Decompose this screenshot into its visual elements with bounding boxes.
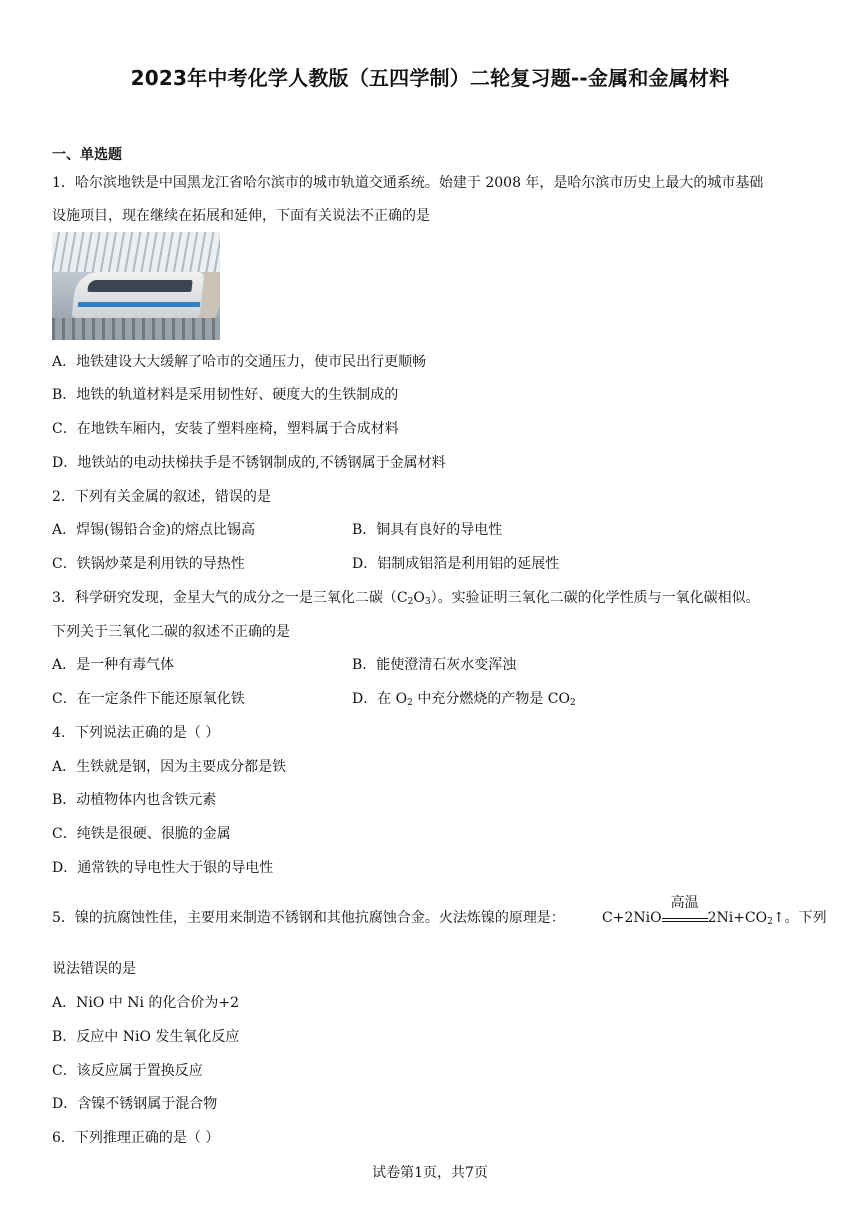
q5-option-b: B．反应中 NiO 发生氧化反应 <box>52 1029 240 1045</box>
q3-option-c: C．在一定条件下能还原氧化铁 <box>52 691 245 707</box>
q4-option-b: B．动植物体内也含铁元素 <box>52 792 217 808</box>
q1-option-d: D．地铁站的电动扶梯扶手是不锈钢制成的,不锈钢属于金属材料 <box>52 455 446 471</box>
q2-option-a: A．焊锡(锡铅合金)的熔点比锡高 <box>52 522 256 538</box>
q2-stem: 2．下列有关金属的叙述，错误的是 <box>52 489 271 505</box>
q3-option-a: A．是一种有毒气体 <box>52 657 175 673</box>
q3-stem-line1: 3．科学研究发现，金星大气的成分之一是三氧化二碳$(C_2O_3)$。实验证明三氧化二碳的化学性质与一氧化碳相似。 <box>52 590 760 607</box>
q5-option-c: C．该反应属于置换反应 <box>52 1063 203 1079</box>
subway-train-photo <box>52 232 220 340</box>
q1-option-c: C．在地铁车厢内，安装了塑料座椅，塑料属于合成材料 <box>52 421 399 437</box>
q2-option-c: C．铁锅炒菜是利用铁的导热性 <box>52 556 245 572</box>
q2-option-d: D．铝制成铝箔是利用铝的延展性 <box>352 556 560 572</box>
section-heading: 一、单选题 <box>52 147 122 163</box>
q1-option-b: B．地铁的轨道材料是采用韧性好、硬度大的生铁制成的 <box>52 387 399 403</box>
q5-option-d: D．含镍不锈钢属于混合物 <box>52 1096 218 1112</box>
q1-option-a: A．地铁建设大大缓解了哈市的交通压力，使市民出行更顺畅 <box>52 354 427 370</box>
q4-option-a: A．生铁就是钢，因为主要成分都是铁 <box>52 759 287 775</box>
q3-option-d: D．在 $O_2$ 中充分燃烧的产物是 $CO_2$ <box>352 691 576 708</box>
q5-stem-line1: 5．镍的抗腐蚀性佳，主要用来制造不锈钢和其他抗腐蚀合金。火法炼镍的原理是： <box>52 910 565 926</box>
q6-stem: 6．下列推理正确的是（ ） <box>52 1130 220 1146</box>
q5-equation: C+2NiO 高温 $2Ni+CO_2↑$。下列 <box>602 895 827 927</box>
q4-option-d: D．通常铁的导电性大于银的导电性 <box>52 860 274 876</box>
q2-option-b: B．铜具有良好的导电性 <box>352 522 503 538</box>
q4-stem: 4．下列说法正确的是（ ） <box>52 725 220 741</box>
q3-stem-line2: 下列关于三氧化二碳的叙述不正确的是 <box>52 624 290 640</box>
q4-option-c: C．纯铁是很硬、很脆的金属 <box>52 826 231 842</box>
q1-stem-line1: 1．哈尔滨地铁是中国黑龙江省哈尔滨市的城市轨道交通系统。始建于 2008 年，是哈尔滨市历史上最大的城市基础 <box>52 175 764 191</box>
q3-option-b: B．能使澄清石灰水变浑浊 <box>352 657 517 673</box>
page-title: 2023年中考化学人教版（五四学制）二轮复习题--金属和金属材料 <box>130 66 730 90</box>
q5-stem-line2: 说法错误的是 <box>52 961 136 977</box>
page-footer: 试卷第1页，共7页 <box>372 1165 488 1181</box>
q1-stem-line2: 设施项目，现在继续在拓展和延伸，下面有关说法不正确的是 <box>52 208 430 224</box>
q5-option-a: A．NiO 中 Ni 的化合价为+2 <box>52 995 240 1011</box>
